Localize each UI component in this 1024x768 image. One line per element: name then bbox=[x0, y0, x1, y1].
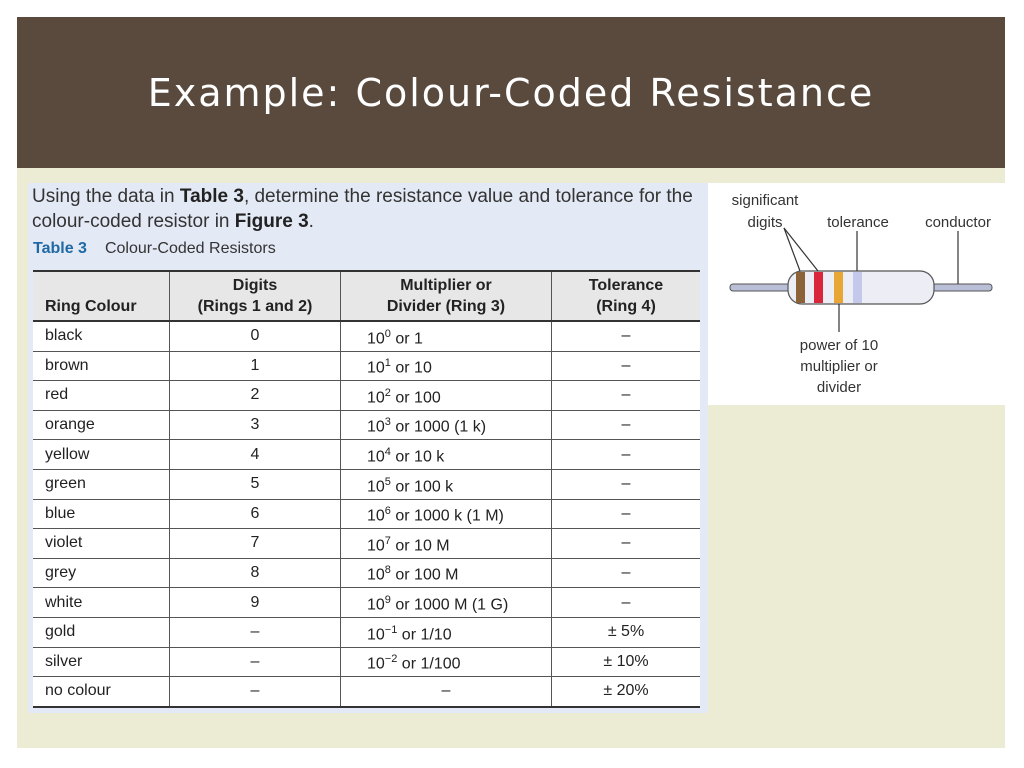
cell-digit: 6 bbox=[170, 499, 341, 529]
slide-title: Example: Colour-Coded Resistance bbox=[147, 70, 875, 115]
cell-multiplier bbox=[341, 440, 552, 470]
cell-multiplier bbox=[341, 499, 552, 529]
cell-multiplier bbox=[341, 410, 552, 440]
multiplier-exponent: 7 bbox=[384, 534, 391, 547]
multiplier-value: or 10 M bbox=[390, 537, 450, 555]
cell-multiplier bbox=[341, 617, 552, 647]
band-2-digit bbox=[814, 272, 823, 303]
label-tolerance: tolerance bbox=[827, 214, 889, 231]
multiplier-base: 10 bbox=[367, 329, 385, 347]
multiplier-exponent: 5 bbox=[384, 475, 391, 488]
cell-tolerance: ± 5% bbox=[552, 617, 701, 647]
label-significant-line1: significant bbox=[731, 192, 799, 209]
cell-tolerance: ± 10% bbox=[552, 647, 701, 677]
right-lead-conductor bbox=[926, 284, 992, 291]
header-digits-line1: Digits bbox=[232, 277, 278, 294]
multiplier-exponent: −2 bbox=[384, 653, 398, 666]
table-row bbox=[33, 321, 700, 351]
cell-tolerance: – bbox=[552, 499, 701, 529]
table-title: Colour-Coded Resistors bbox=[104, 240, 276, 257]
cell-ring-colour: silver bbox=[33, 647, 170, 677]
table-body bbox=[33, 321, 700, 707]
multiplier-base: 10 bbox=[367, 477, 385, 495]
table-caption bbox=[33, 240, 276, 258]
cell-multiplier bbox=[341, 647, 552, 677]
band-3-multiplier bbox=[834, 272, 843, 303]
table-row bbox=[33, 529, 700, 559]
multiplier-value: or 1 bbox=[390, 329, 423, 347]
cell-digit: 0 bbox=[170, 321, 341, 351]
band-4-tolerance bbox=[853, 272, 862, 303]
multiplier-value: or 100 bbox=[390, 389, 441, 407]
cell-ring-colour: green bbox=[33, 469, 170, 499]
cell-multiplier bbox=[341, 351, 552, 381]
table-row bbox=[33, 647, 700, 677]
table-row bbox=[33, 588, 700, 618]
cell-tolerance: – bbox=[552, 529, 701, 559]
cell-ring-colour: orange bbox=[33, 410, 170, 440]
significant-pointer-1 bbox=[784, 228, 800, 271]
label-significant-line2: digits bbox=[747, 214, 783, 231]
label-conductor: conductor bbox=[925, 214, 991, 231]
cell-ring-colour: blue bbox=[33, 499, 170, 529]
label-power-line1: power of 10 bbox=[799, 337, 879, 354]
resistor-diagram bbox=[708, 183, 1005, 405]
header-tolerance-line1: Tolerance bbox=[588, 277, 664, 294]
multiplier-exponent: 9 bbox=[384, 593, 391, 606]
question-figure-ref: Figure 3 bbox=[234, 211, 309, 232]
multiplier-base: 10 bbox=[367, 625, 385, 643]
multiplier-exponent: 8 bbox=[384, 564, 391, 577]
table-label: Table 3 bbox=[33, 240, 87, 257]
cell-digit: 9 bbox=[170, 588, 341, 618]
multiplier-base: 10 bbox=[367, 537, 385, 555]
table-row bbox=[33, 410, 700, 440]
header-multiplier-line1: Multiplier or bbox=[400, 277, 492, 294]
multiplier-base: 10 bbox=[367, 507, 385, 525]
header-tolerance-line2: (Ring 4) bbox=[596, 298, 656, 315]
cell-tolerance: – bbox=[552, 588, 701, 618]
cell-ring-colour: yellow bbox=[33, 440, 170, 470]
cell-ring-colour: red bbox=[33, 381, 170, 411]
cell-tolerance: – bbox=[552, 351, 701, 381]
question-part1: Using the data in bbox=[32, 186, 180, 207]
cell-tolerance: – bbox=[552, 558, 701, 588]
multiplier-base: 10 bbox=[367, 566, 385, 584]
cell-tolerance: – bbox=[552, 381, 701, 411]
cell-multiplier bbox=[341, 469, 552, 499]
multiplier-exponent: 6 bbox=[384, 505, 391, 518]
multiplier-base: 10 bbox=[367, 448, 385, 466]
cell-tolerance: – bbox=[552, 410, 701, 440]
table-row bbox=[33, 351, 700, 381]
cell-digit: 2 bbox=[170, 381, 341, 411]
multiplier-value: or 100 k bbox=[390, 477, 454, 495]
cell-tolerance: – bbox=[552, 321, 701, 351]
question-part3: . bbox=[308, 211, 314, 232]
cell-digit: – bbox=[170, 677, 341, 707]
multiplier-value: or 100 M bbox=[390, 566, 459, 584]
resistor-figure bbox=[708, 183, 1005, 405]
header-multiplier bbox=[341, 271, 552, 321]
question-part2: , determine the resistance value and tolerance for the colour-coded resistor in bbox=[32, 186, 693, 232]
cell-digit: 5 bbox=[170, 469, 341, 499]
cell-ring-colour: gold bbox=[33, 617, 170, 647]
table-row bbox=[33, 558, 700, 588]
cell-multiplier bbox=[341, 321, 552, 351]
multiplier-value: or 10 k bbox=[390, 448, 445, 466]
header-multiplier-line2: Divider (Ring 3) bbox=[386, 298, 506, 315]
question-text bbox=[32, 184, 712, 234]
cell-multiplier bbox=[341, 588, 552, 618]
cell-digit: – bbox=[170, 647, 341, 677]
cell-ring-colour: black bbox=[33, 321, 170, 351]
table-row bbox=[33, 440, 700, 470]
cell-ring-colour: brown bbox=[33, 351, 170, 381]
question-table-ref: Table 3 bbox=[179, 186, 244, 207]
cell-multiplier bbox=[341, 529, 552, 559]
table-row bbox=[33, 499, 700, 529]
table-row bbox=[33, 469, 700, 499]
multiplier-value: or 1/100 bbox=[397, 655, 461, 673]
header-tolerance bbox=[552, 271, 701, 321]
table-header-row bbox=[33, 271, 700, 321]
table-row bbox=[33, 677, 700, 707]
multiplier-exponent: 1 bbox=[384, 357, 391, 370]
band-1-digit bbox=[796, 272, 805, 303]
multiplier-value: or 1/10 bbox=[397, 625, 452, 643]
multiplier-value: – bbox=[441, 682, 451, 700]
header-digits bbox=[170, 271, 341, 321]
left-lead bbox=[730, 284, 794, 291]
multiplier-base: 10 bbox=[367, 655, 385, 673]
multiplier-base: 10 bbox=[367, 389, 385, 407]
cell-digit: 8 bbox=[170, 558, 341, 588]
header-ring-colour: Ring Colour bbox=[33, 271, 170, 321]
multiplier-exponent: 4 bbox=[384, 446, 391, 458]
multiplier-value: or 1000 k (1 M) bbox=[390, 507, 504, 525]
significant-pointer-2 bbox=[784, 228, 818, 271]
multiplier-value: or 1000 (1 k) bbox=[390, 418, 487, 436]
header-digits-line2: (Rings 1 and 2) bbox=[197, 298, 313, 315]
multiplier-exponent: 3 bbox=[384, 416, 391, 429]
multiplier-base: 10 bbox=[367, 596, 385, 614]
multiplier-value: or 10 bbox=[390, 359, 432, 377]
multiplier-base: 10 bbox=[367, 359, 385, 377]
table-row bbox=[33, 617, 700, 647]
colour-code-table bbox=[33, 270, 700, 708]
multiplier-exponent: −1 bbox=[384, 623, 398, 636]
cell-multiplier bbox=[341, 381, 552, 411]
table-row bbox=[33, 381, 700, 411]
cell-multiplier bbox=[341, 558, 552, 588]
cell-ring-colour: violet bbox=[33, 529, 170, 559]
cell-tolerance: ± 20% bbox=[552, 677, 701, 707]
cell-digit: 4 bbox=[170, 440, 341, 470]
cell-ring-colour: grey bbox=[33, 558, 170, 588]
cell-tolerance: – bbox=[552, 440, 701, 470]
cell-digit: 7 bbox=[170, 529, 341, 559]
cell-ring-colour: white bbox=[33, 588, 170, 618]
cell-ring-colour: no colour bbox=[33, 677, 170, 707]
title-bar bbox=[17, 17, 1005, 168]
cell-digit: 3 bbox=[170, 410, 341, 440]
cell-tolerance: – bbox=[552, 469, 701, 499]
multiplier-value: or 1000 M (1 G) bbox=[390, 596, 509, 614]
label-power-line3: divider bbox=[816, 379, 862, 396]
multiplier-base: 10 bbox=[367, 418, 385, 436]
multiplier-exponent: 2 bbox=[384, 386, 391, 399]
cell-multiplier bbox=[341, 677, 552, 707]
multiplier-exponent: 0 bbox=[384, 327, 391, 340]
label-power-line2: multiplier or bbox=[800, 358, 878, 375]
cell-digit: – bbox=[170, 617, 341, 647]
cell-digit: 1 bbox=[170, 351, 341, 381]
